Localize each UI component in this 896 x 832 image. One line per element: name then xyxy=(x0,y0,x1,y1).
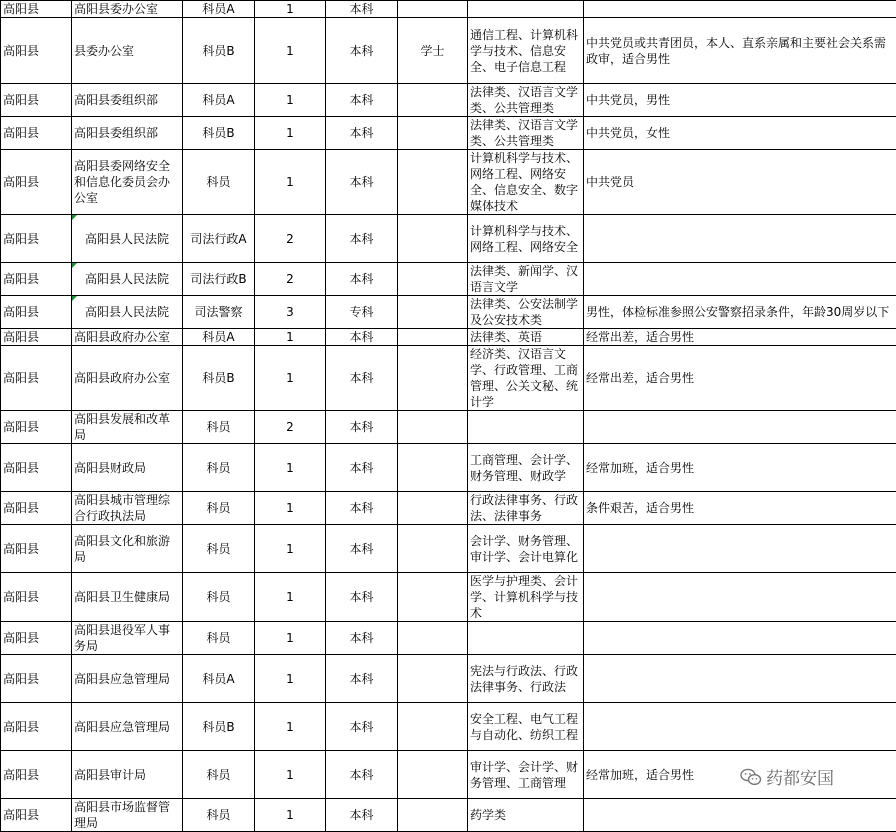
table-row xyxy=(1,117,896,150)
major-cell: 医学与护理类、会计学、计算机科学与技术 xyxy=(468,573,584,622)
county-cell: 高阳县 xyxy=(1,117,72,150)
note-cell: 男性，体检标准参照公安警察招录条件，年龄30周岁以下 xyxy=(584,296,896,329)
education-cell: 本科 xyxy=(326,622,398,655)
unit-cell: 高阳县委网络安全和信息化委员会办公室 xyxy=(72,150,183,215)
unit-cell: 高阳县委办公室 xyxy=(72,1,183,18)
major-cell xyxy=(468,1,584,18)
education-cell: 本科 xyxy=(326,84,398,117)
number-cell: 1 xyxy=(255,751,326,799)
note-cell xyxy=(584,655,896,703)
degree-cell xyxy=(398,573,468,622)
note-cell: 中共党员 xyxy=(584,150,896,215)
degree-cell xyxy=(398,150,468,215)
unit-cell: 高阳县城市管理综合行政执法局 xyxy=(72,492,183,525)
note-cell xyxy=(584,411,896,444)
major-cell xyxy=(468,622,584,655)
table-row xyxy=(1,263,896,296)
number-cell: 2 xyxy=(255,411,326,444)
unit-cell: 高阳县应急管理局 xyxy=(72,703,183,751)
unit-cell: 高阳县退役军人事务局 xyxy=(72,622,183,655)
degree-cell xyxy=(398,799,468,832)
watermark-text: 药都安国 xyxy=(766,764,834,789)
post-cell: 科员 xyxy=(183,751,255,799)
education-cell: 本科 xyxy=(326,215,398,263)
table-row xyxy=(1,492,896,525)
county-cell: 高阳县 xyxy=(1,799,72,832)
note-cell: 条件艰苦，适合男性 xyxy=(584,492,896,525)
table-row xyxy=(1,444,896,492)
education-cell: 本科 xyxy=(326,117,398,150)
degree-cell xyxy=(398,622,468,655)
major-cell: 安全工程、电气工程与自动化、纺织工程 xyxy=(468,703,584,751)
county-cell: 高阳县 xyxy=(1,411,72,444)
county-cell: 高阳县 xyxy=(1,622,72,655)
education-cell: 本科 xyxy=(326,492,398,525)
education-cell: 本科 xyxy=(326,525,398,573)
unit-cell: 高阳县人民法院 xyxy=(72,263,183,296)
degree-cell xyxy=(398,346,468,411)
major-cell: 行政法律事务、行政法、法律事务 xyxy=(468,492,584,525)
post-cell: 科员B xyxy=(183,703,255,751)
major-cell: 经济类、汉语言文学、行政管理、工商管理、公关文秘、统计学 xyxy=(468,346,584,411)
unit-cell: 高阳县委组织部 xyxy=(72,84,183,117)
education-cell: 本科 xyxy=(326,1,398,18)
post-cell: 科员B xyxy=(183,117,255,150)
education-cell: 本科 xyxy=(326,329,398,346)
number-cell: 1 xyxy=(255,525,326,573)
unit-cell: 高阳县审计局 xyxy=(72,751,183,799)
education-cell: 本科 xyxy=(326,150,398,215)
number-cell: 1 xyxy=(255,655,326,703)
number-cell: 1 xyxy=(255,150,326,215)
note-cell xyxy=(584,622,896,655)
watermark xyxy=(740,764,834,789)
post-cell: 科员A xyxy=(183,329,255,346)
unit-cell: 高阳县委组织部 xyxy=(72,117,183,150)
post-cell: 科员A xyxy=(183,655,255,703)
degree-cell xyxy=(398,215,468,263)
table-row xyxy=(1,346,896,411)
note-cell: 经常加班，适合男性 xyxy=(584,444,896,492)
education-cell: 本科 xyxy=(326,411,398,444)
county-cell: 高阳县 xyxy=(1,1,72,18)
table-row xyxy=(1,18,896,84)
county-cell: 高阳县 xyxy=(1,329,72,346)
major-cell: 法律类、汉语言文学类、公共管理类 xyxy=(468,117,584,150)
degree-cell xyxy=(398,263,468,296)
degree-cell xyxy=(398,296,468,329)
major-cell: 通信工程、计算机科学与技术、信息安全、电子信息工程 xyxy=(468,18,584,84)
note-cell: 中共党员，女性 xyxy=(584,117,896,150)
number-cell: 1 xyxy=(255,573,326,622)
table-row xyxy=(1,150,896,215)
note-cell xyxy=(584,525,896,573)
table-row xyxy=(1,84,896,117)
education-cell: 本科 xyxy=(326,799,398,832)
education-cell: 本科 xyxy=(326,655,398,703)
post-cell: 科员A xyxy=(183,1,255,18)
major-cell: 会计学、财务管理、审计学、会计电算化 xyxy=(468,525,584,573)
degree-cell xyxy=(398,444,468,492)
county-cell: 高阳县 xyxy=(1,150,72,215)
number-cell: 1 xyxy=(255,117,326,150)
degree-cell xyxy=(398,117,468,150)
number-cell: 1 xyxy=(255,799,326,832)
degree-cell xyxy=(398,751,468,799)
post-cell: 科员A xyxy=(183,84,255,117)
unit-cell: 高阳县应急管理局 xyxy=(72,655,183,703)
major-cell: 计算机科学与技术、网络工程、网络安全 xyxy=(468,215,584,263)
major-cell: 药学类 xyxy=(468,799,584,832)
note-cell: 经常出差，适合男性 xyxy=(584,346,896,411)
post-cell: 科员 xyxy=(183,573,255,622)
unit-cell: 高阳县人民法院 xyxy=(72,215,183,263)
county-cell: 高阳县 xyxy=(1,573,72,622)
table-row xyxy=(1,622,896,655)
major-cell: 法律类、公安法制学及公安技术类 xyxy=(468,296,584,329)
county-cell: 高阳县 xyxy=(1,492,72,525)
degree-cell xyxy=(398,492,468,525)
major-cell: 法律类、新闻学、汉语言文学 xyxy=(468,263,584,296)
major-cell: 法律类、英语 xyxy=(468,329,584,346)
county-cell: 高阳县 xyxy=(1,346,72,411)
note-cell: 经常加班，适合男性 xyxy=(584,751,896,799)
number-cell: 1 xyxy=(255,622,326,655)
post-cell: 科员 xyxy=(183,799,255,832)
table-row xyxy=(1,703,896,751)
number-cell: 1 xyxy=(255,444,326,492)
table-row xyxy=(1,1,896,18)
number-cell: 1 xyxy=(255,492,326,525)
note-cell xyxy=(584,703,896,751)
number-cell: 1 xyxy=(255,84,326,117)
county-cell: 高阳县 xyxy=(1,525,72,573)
wechat-icon xyxy=(740,768,762,786)
note-cell xyxy=(584,1,896,18)
note-cell: 中共党员或共青团员，本人、直系亲属和主要社会关系需政审，适合男性 xyxy=(584,18,896,84)
number-cell: 1 xyxy=(255,329,326,346)
table-row xyxy=(1,215,896,263)
unit-cell: 高阳县政府办公室 xyxy=(72,329,183,346)
county-cell: 高阳县 xyxy=(1,215,72,263)
major-cell: 宪法与行政法、行政法律事务、行政法 xyxy=(468,655,584,703)
education-cell: 本科 xyxy=(326,703,398,751)
table-row xyxy=(1,525,896,573)
degree-cell xyxy=(398,84,468,117)
major-cell: 计算机科学与技术、网络工程、网络安全、信息安全、数字媒体技术 xyxy=(468,150,584,215)
table-row xyxy=(1,329,896,346)
table-row xyxy=(1,573,896,622)
number-cell: 1 xyxy=(255,18,326,84)
note-cell xyxy=(584,799,896,832)
education-cell: 本科 xyxy=(326,346,398,411)
education-cell: 本科 xyxy=(326,18,398,84)
post-cell: 科员 xyxy=(183,492,255,525)
degree-cell: 学士 xyxy=(398,18,468,84)
degree-cell xyxy=(398,525,468,573)
unit-cell: 高阳县人民法院 xyxy=(72,296,183,329)
county-cell: 高阳县 xyxy=(1,655,72,703)
county-cell: 高阳县 xyxy=(1,444,72,492)
degree-cell xyxy=(398,703,468,751)
post-cell: 科员B xyxy=(183,346,255,411)
education-cell: 本科 xyxy=(326,573,398,622)
table-row xyxy=(1,655,896,703)
degree-cell xyxy=(398,411,468,444)
major-cell xyxy=(468,411,584,444)
degree-cell xyxy=(398,655,468,703)
county-cell: 高阳县 xyxy=(1,703,72,751)
county-cell: 高阳县 xyxy=(1,263,72,296)
unit-cell: 高阳县发展和改革局 xyxy=(72,411,183,444)
post-cell: 司法行政A xyxy=(183,215,255,263)
number-cell: 1 xyxy=(255,346,326,411)
education-cell: 专科 xyxy=(326,296,398,329)
number-cell: 1 xyxy=(255,703,326,751)
unit-cell: 高阳县文化和旅游局 xyxy=(72,525,183,573)
table-row xyxy=(1,799,896,832)
major-cell: 审计学、会计学、财务管理、工商管理 xyxy=(468,751,584,799)
unit-cell: 高阳县政府办公室 xyxy=(72,346,183,411)
post-cell: 司法行政B xyxy=(183,263,255,296)
post-cell: 科员 xyxy=(183,411,255,444)
unit-cell: 高阳县财政局 xyxy=(72,444,183,492)
post-cell: 科员 xyxy=(183,622,255,655)
note-cell: 经常出差，适合男性 xyxy=(584,329,896,346)
degree-cell xyxy=(398,329,468,346)
post-cell: 科员B xyxy=(183,18,255,84)
note-cell xyxy=(584,573,896,622)
table-row xyxy=(1,411,896,444)
table-row xyxy=(1,296,896,329)
note-cell xyxy=(584,263,896,296)
unit-cell: 高阳县市场监督管理局 xyxy=(72,799,183,832)
county-cell: 高阳县 xyxy=(1,84,72,117)
post-cell: 司法警察 xyxy=(183,296,255,329)
unit-cell: 高阳县卫生健康局 xyxy=(72,573,183,622)
county-cell: 高阳县 xyxy=(1,296,72,329)
major-cell: 工商管理、会计学、财务管理、财政学 xyxy=(468,444,584,492)
unit-cell: 县委办公室 xyxy=(72,18,183,84)
county-cell: 高阳县 xyxy=(1,751,72,799)
education-cell: 本科 xyxy=(326,751,398,799)
post-cell: 科员 xyxy=(183,150,255,215)
education-cell: 本科 xyxy=(326,444,398,492)
post-cell: 科员 xyxy=(183,525,255,573)
number-cell: 3 xyxy=(255,296,326,329)
post-cell: 科员 xyxy=(183,444,255,492)
degree-cell xyxy=(398,1,468,18)
major-cell: 法律类、汉语言文学类、公共管理类 xyxy=(468,84,584,117)
note-cell: 中共党员，男性 xyxy=(584,84,896,117)
number-cell: 2 xyxy=(255,215,326,263)
number-cell: 1 xyxy=(255,1,326,18)
county-cell: 高阳县 xyxy=(1,18,72,84)
note-cell xyxy=(584,215,896,263)
education-cell: 本科 xyxy=(326,263,398,296)
number-cell: 2 xyxy=(255,263,326,296)
